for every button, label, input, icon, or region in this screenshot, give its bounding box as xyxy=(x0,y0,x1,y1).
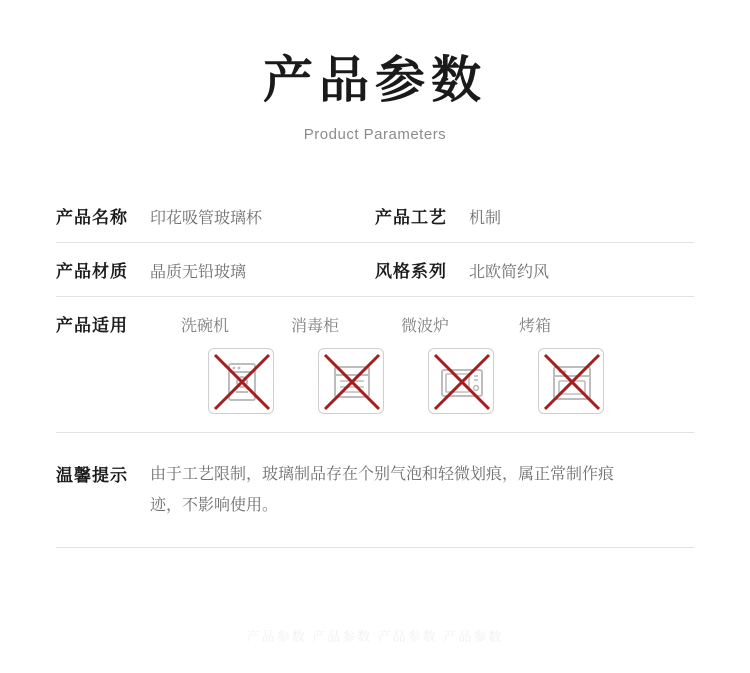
usage-name-dishwasher: 洗碗机 xyxy=(180,317,229,335)
usage-icon-list xyxy=(186,348,694,414)
usage-name-microwave: 微波炉 xyxy=(400,317,449,335)
cross-mark-icon xyxy=(207,347,277,417)
spec-label: 风格系列 xyxy=(375,261,447,281)
spec-value: 印花吸管玻璃杯 xyxy=(150,209,263,227)
spec-row xyxy=(56,189,694,243)
cross-mark-icon xyxy=(317,347,387,417)
page-subtitle: Product Parameters xyxy=(303,125,447,143)
tips-text: 由于工艺限制，玻璃制品存在个别气泡和轻微划痕，属正常制作痕迹，不影响使用。 xyxy=(150,465,615,514)
usage-header xyxy=(56,311,694,336)
sterilizer-icon xyxy=(318,348,384,414)
usage-icon-cell-microwave xyxy=(406,348,516,414)
usage-section xyxy=(56,297,694,433)
tips-label: 温馨提示 xyxy=(56,465,128,485)
usage-name-oven: 烤箱 xyxy=(518,317,551,335)
spec-label: 产品材质 xyxy=(56,261,128,281)
usage-icon-cell-oven xyxy=(516,348,626,414)
spec-table xyxy=(56,189,694,433)
cross-mark-icon xyxy=(537,347,607,417)
usage-name-list xyxy=(150,313,590,336)
usage-label: 产品适用 xyxy=(56,315,128,335)
page-header xyxy=(0,0,750,143)
usage-name-sterilizer: 消毒柜 xyxy=(290,317,339,335)
spec-cell-craft xyxy=(375,203,694,228)
spec-label: 产品工艺 xyxy=(375,207,447,227)
tips-section xyxy=(56,459,694,548)
page-title: 产品参数 xyxy=(263,52,487,108)
oven-icon xyxy=(538,348,604,414)
spec-value: 机制 xyxy=(469,209,502,227)
spec-label: 产品名称 xyxy=(56,207,128,227)
watermark: 产品参数 产品参数 产品参数 产品参数 xyxy=(246,629,504,644)
spec-row xyxy=(56,243,694,297)
spec-value: 晶质无铅玻璃 xyxy=(150,263,247,281)
usage-icon-cell-dishwasher xyxy=(186,348,296,414)
microwave-icon xyxy=(428,348,494,414)
spec-cell-material xyxy=(56,257,375,282)
cross-mark-icon xyxy=(427,347,497,417)
spec-cell-style xyxy=(375,257,694,282)
dishwasher-icon xyxy=(208,348,274,414)
spec-value: 北欧简约风 xyxy=(469,263,550,281)
spec-cell-product-name xyxy=(56,203,375,228)
usage-icon-cell-sterilizer xyxy=(296,348,406,414)
